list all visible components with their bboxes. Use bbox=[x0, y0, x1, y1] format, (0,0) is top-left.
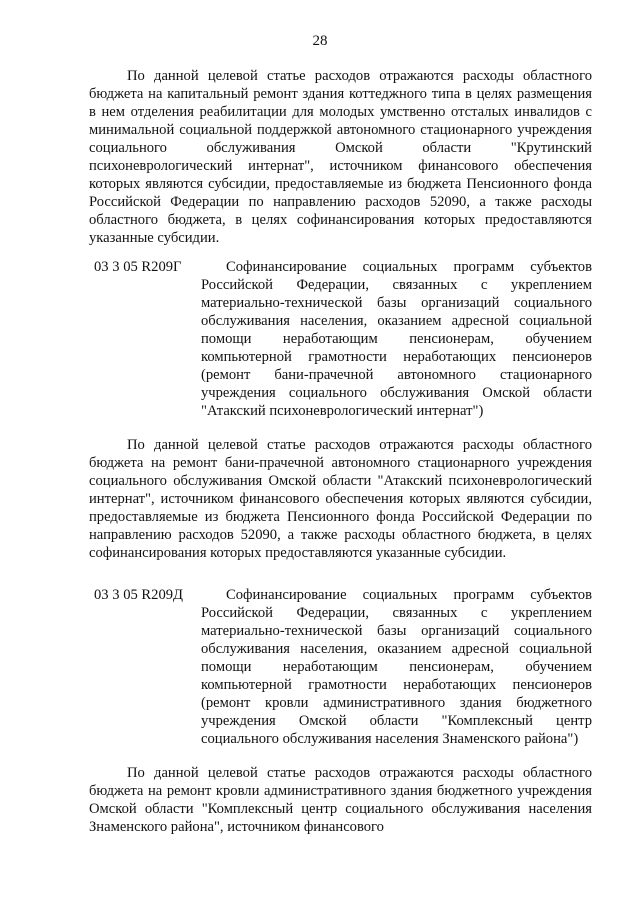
budget-entry-description: Софинансирование социальных программ субъектов Российской Федерации, связанных с укреплением материально-технической базы организаций социального обслуживания населения, оказанием адресной социальной помощи неработающим пенсионерам, обучением компьютерной грамотности неработающих пенсионеров (ремонт бани-прачечной автономного стационарного учреждения социального обслуживания Омской области "Атакский психоневрологический интернат") bbox=[201, 259, 592, 419]
budget-code: 03 3 05 R209Г bbox=[94, 259, 182, 275]
page-number: 28 bbox=[312, 33, 328, 49]
budget-code: 03 3 05 R209Д bbox=[94, 587, 184, 603]
budget-entry-description: Софинансирование социальных программ субъектов Российской Федерации, связанных с укреплением материально-технической базы организаций социального обслуживания населения, оказанием адресной социальной помощи неработающим пенсионерам, обучением компьютерной грамотности неработающих пенсионеров (ремонт кровли административного здания бюджетного учреждения Омской области "Комплексный центр социального обслуживания населения Знаменского района") bbox=[201, 587, 592, 747]
paragraph-atak: По данной целевой статье расходов отражаются расходы областного бюджета на ремонт бани-прачечной автономного стационарного учреждения социального обслуживания Омской области "Атакский психоневрологический интернат", источником финансового обеспечения которых являются субсидии, предоставляемые из бюджета Пенсионного фонда Российской Федерации по направлению расходов 52090, а также расходы областного бюджета, в целях софинансирования которых предоставляются указанные субсидии. bbox=[89, 437, 592, 561]
paragraph-znamensky: По данной целевой статье расходов отражаются расходы областного бюджета на ремонт кровли административного здания бюджетного учреждения Омской области "Комплексный центр социального обслуживания населения Знаменского района", источником финансового bbox=[89, 765, 592, 835]
paragraph-krutinsky: По данной целевой статье расходов отражаются расходы областного бюджета на капитальный ремонт здания коттеджного типа в целях размещения в нем отделения реабилитации для молодых умственно отсталых инвалидов с минимальной социальной поддержкой автономного стационарного учреждения социального обслуживания Омской области "Крутинский психоневрологический интернат", источником финансового обеспечения которых являются субсидии, предоставляемые из бюджета Пенсионного фонда Российской Федерации по направлению расходов 52090, а также расходы областного бюджета, в целях софинансирования которых предоставляются указанные субсидии. bbox=[89, 68, 592, 246]
